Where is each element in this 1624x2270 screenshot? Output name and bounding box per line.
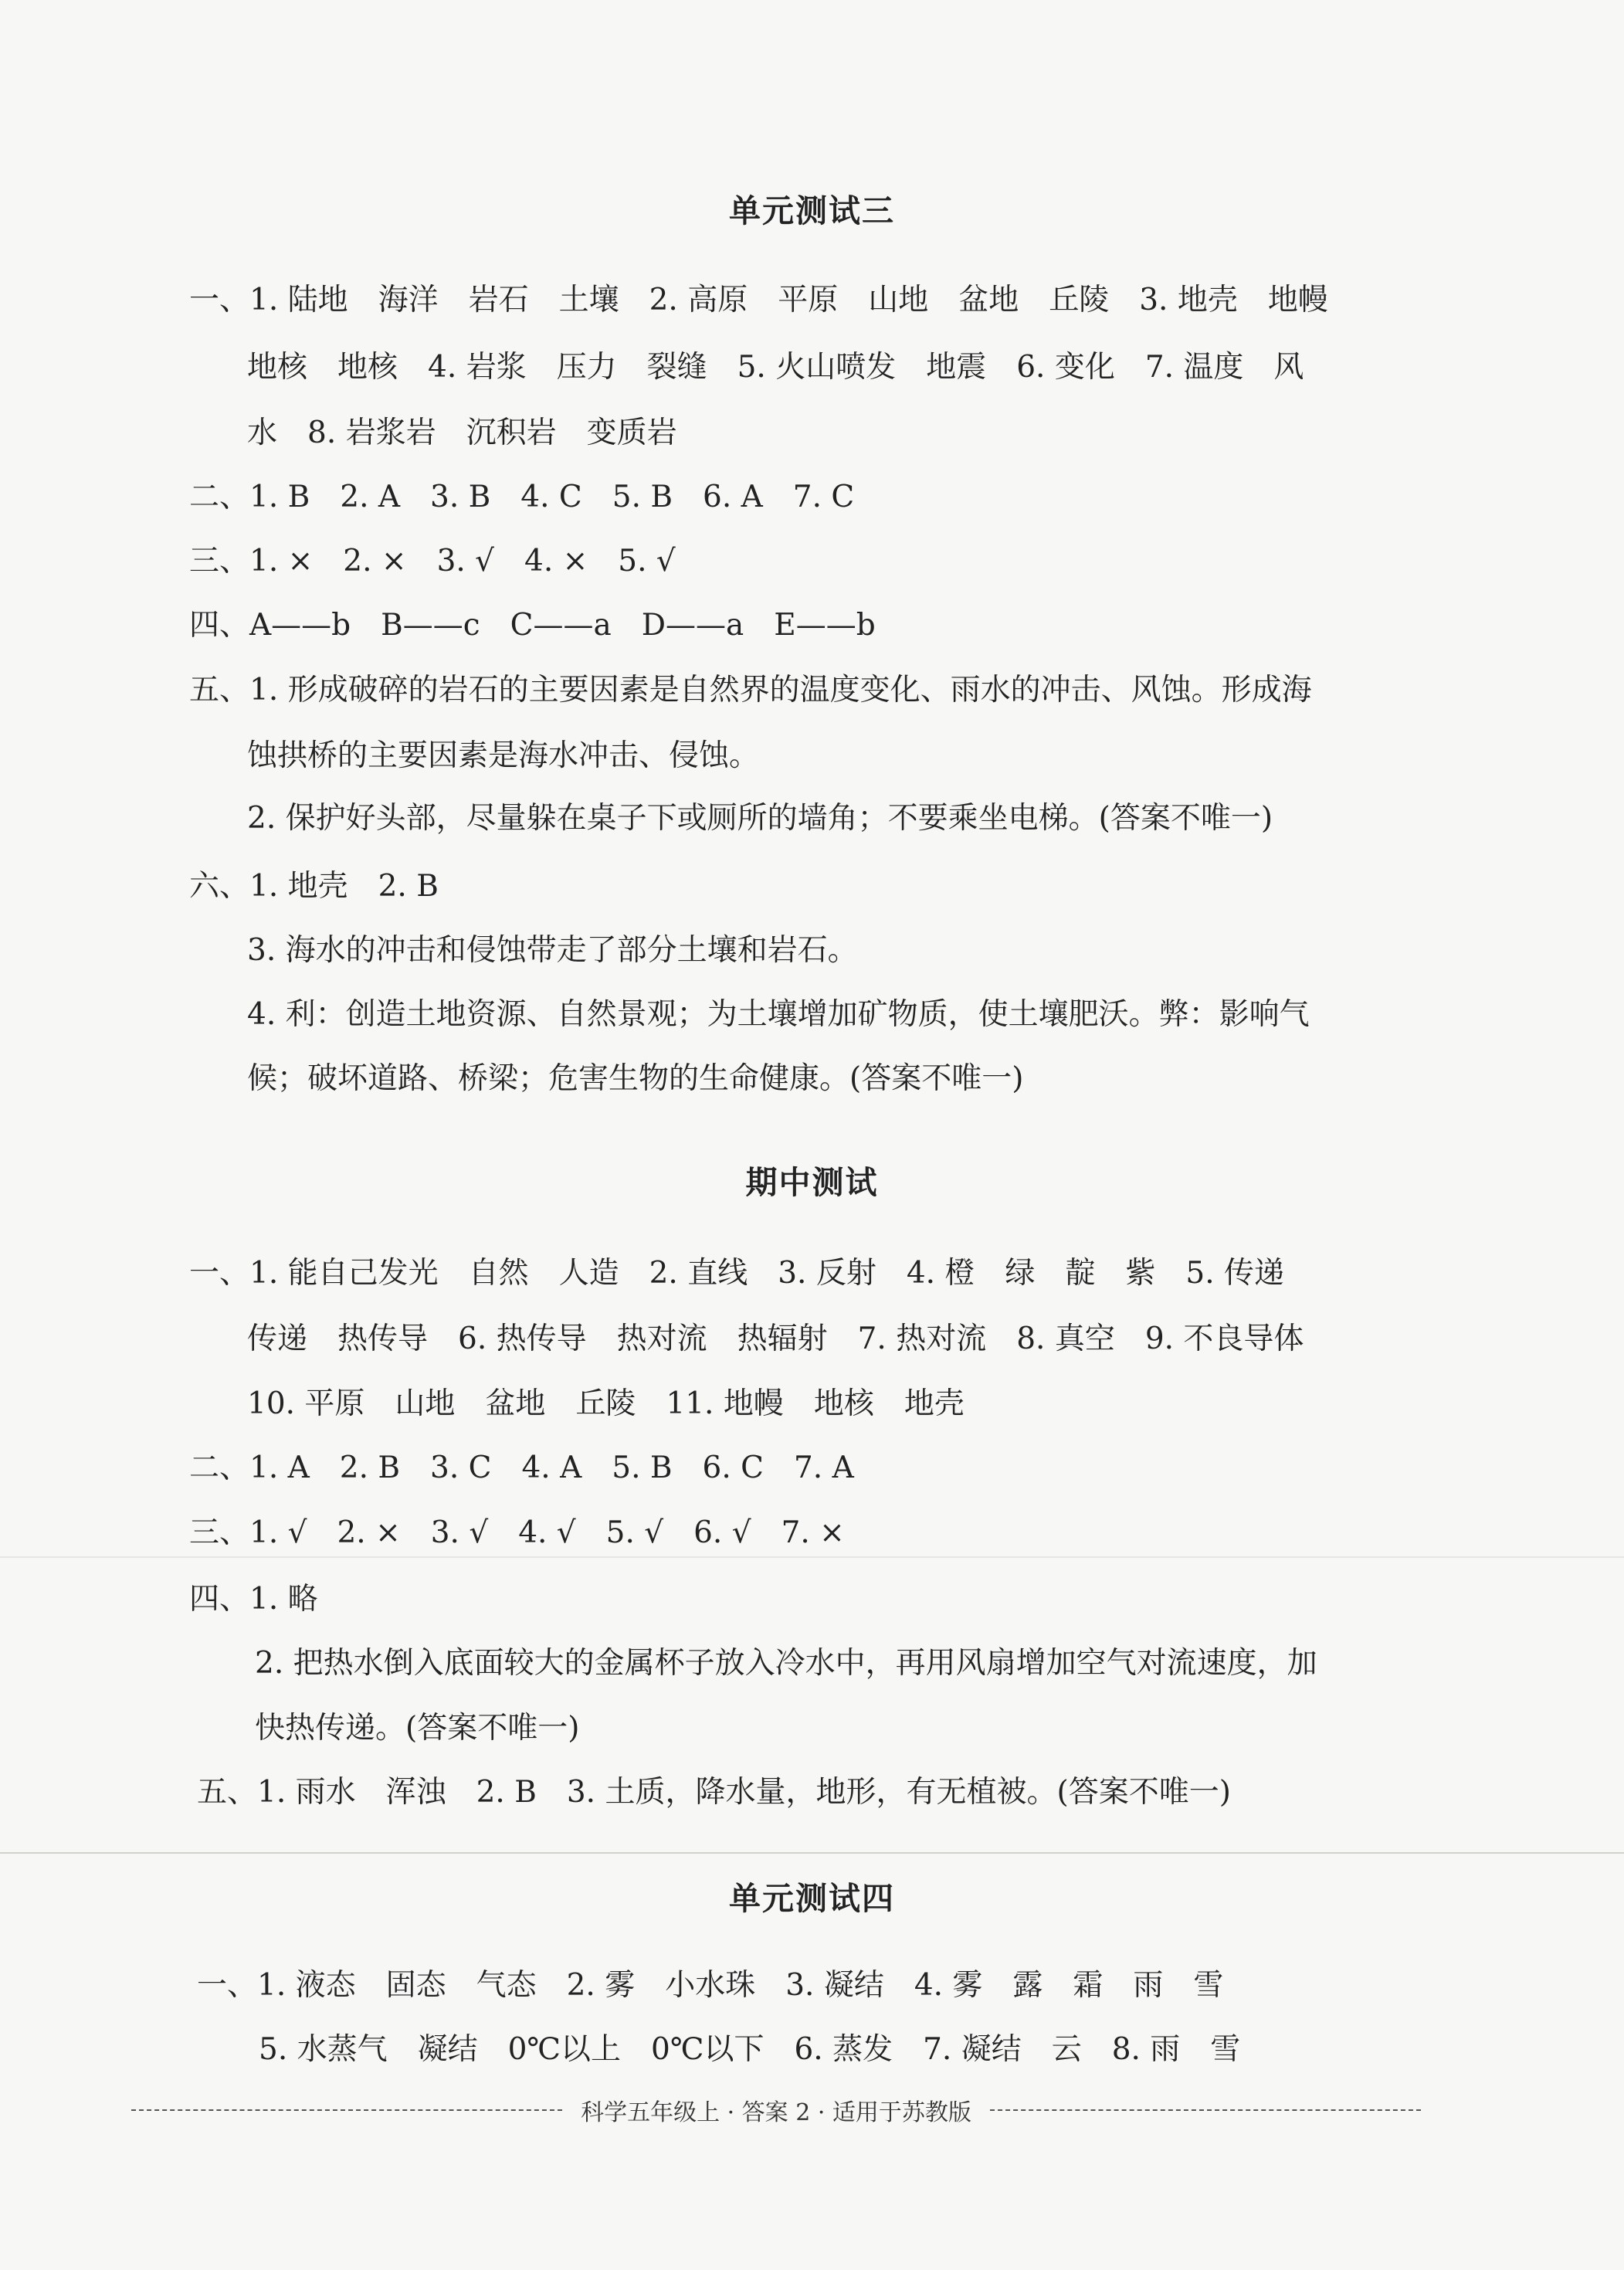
unit3-line-11: 3. 海水的冲击和侵蚀带走了部分土壤和岩石。 bbox=[247, 933, 858, 968]
section-title-unit4: 单元测试四 bbox=[729, 1880, 895, 1917]
footer-dashed-rule-left bbox=[131, 2109, 562, 2111]
unit3-line-5: 三、1. × 2. × 3. √ 4. × 5. √ bbox=[189, 544, 676, 579]
unit3-line-6: 四、A——b B——c C——a D——a E——b bbox=[189, 608, 876, 643]
midterm-line-6: 四、1. 略 bbox=[189, 1582, 318, 1617]
midterm-line-3: 10. 平原 山地 盆地 丘陵 11. 地幔 地核 地壳 bbox=[247, 1386, 965, 1421]
midterm-line-1: 一、1. 能自己发光 自然 人造 2. 直线 3. 反射 4. 橙 绿 靛 紫 5. 传递 bbox=[189, 1256, 1285, 1291]
midterm-line-5: 三、1. √ 2. × 3. √ 4. √ 5. √ 6. √ 7. × bbox=[189, 1515, 845, 1550]
unit3-line-13: 候；破坏道路、桥梁；危害生物的生命健康。(答案不唯一) bbox=[247, 1061, 1024, 1096]
midterm-line-7: 2. 把热水倒入底面较大的金属杯子放入冷水中，再用风扇增加空气对流速度，加 bbox=[255, 1646, 1317, 1681]
section-title-unit3: 单元测试三 bbox=[729, 192, 895, 229]
unit3-line-9: 2. 保护好头部，尽量躲在桌子下或厕所的墙角；不要乘坐电梯。(答案不唯一) bbox=[247, 801, 1273, 836]
page-footer bbox=[131, 2095, 1421, 2126]
unit3-line-2: 地核 地核 4. 岩浆 压力 裂缝 5. 火山喷发 地震 6. 变化 7. 温度 风 bbox=[247, 350, 1304, 385]
footer-dashed-rule-right bbox=[990, 2109, 1421, 2111]
unit3-line-8: 蚀拱桥的主要因素是海水冲击、侵蚀。 bbox=[247, 738, 760, 773]
midterm-line-4: 二、1. A 2. B 3. C 4. A 5. B 6. C 7. A bbox=[189, 1451, 854, 1485]
scan-fold-line bbox=[0, 1852, 1624, 1854]
unit3-line-1: 一、1. 陆地 海洋 岩石 土壤 2. 高原 平原 山地 盆地 丘陵 3. 地壳 地幔 bbox=[189, 283, 1328, 317]
unit3-line-7: 五、1. 形成破碎的岩石的主要因素是自然界的温度变化、雨水的冲击、风蚀。形成海 bbox=[189, 673, 1312, 707]
unit3-line-3: 水 8. 岩浆岩 沉积岩 变质岩 bbox=[247, 416, 677, 450]
unit4-line-2: 5. 水蒸气 凝结 0℃以上 0℃以下 6. 蒸发 7. 凝结 云 8. 雨 雪 bbox=[259, 2032, 1241, 2067]
midterm-line-8: 快热传递。(答案不唯一) bbox=[255, 1711, 580, 1746]
scan-fold-line bbox=[0, 1556, 1624, 1558]
midterm-line-9: 五、1. 雨水 浑浊 2. B 3. 土质，降水量，地形，有无植被。(答案不唯一) bbox=[197, 1775, 1231, 1810]
midterm-line-2: 传递 热传导 6. 热传导 热对流 热辐射 7. 热对流 8. 真空 9. 不良导体 bbox=[247, 1322, 1304, 1356]
section-title-midterm: 期中测试 bbox=[745, 1164, 879, 1201]
unit4-line-1: 一、1. 液态 固态 气态 2. 雾 小水珠 3. 凝结 4. 雾 露 霜 雨 雪 bbox=[197, 1968, 1224, 2003]
unit3-line-4: 二、1. B 2. A 3. B 4. C 5. B 6. A 7. C bbox=[189, 480, 855, 514]
footer-text: 科学五年级上 · 答案 2 · 适用于苏教版 bbox=[581, 2099, 971, 2126]
unit3-line-10: 六、1. 地壳 2. B bbox=[189, 869, 439, 904]
unit3-line-12: 4. 利：创造土地资源、自然景观；为土壤增加矿物质，使土壤肥沃。弊：影响气 bbox=[247, 997, 1310, 1032]
